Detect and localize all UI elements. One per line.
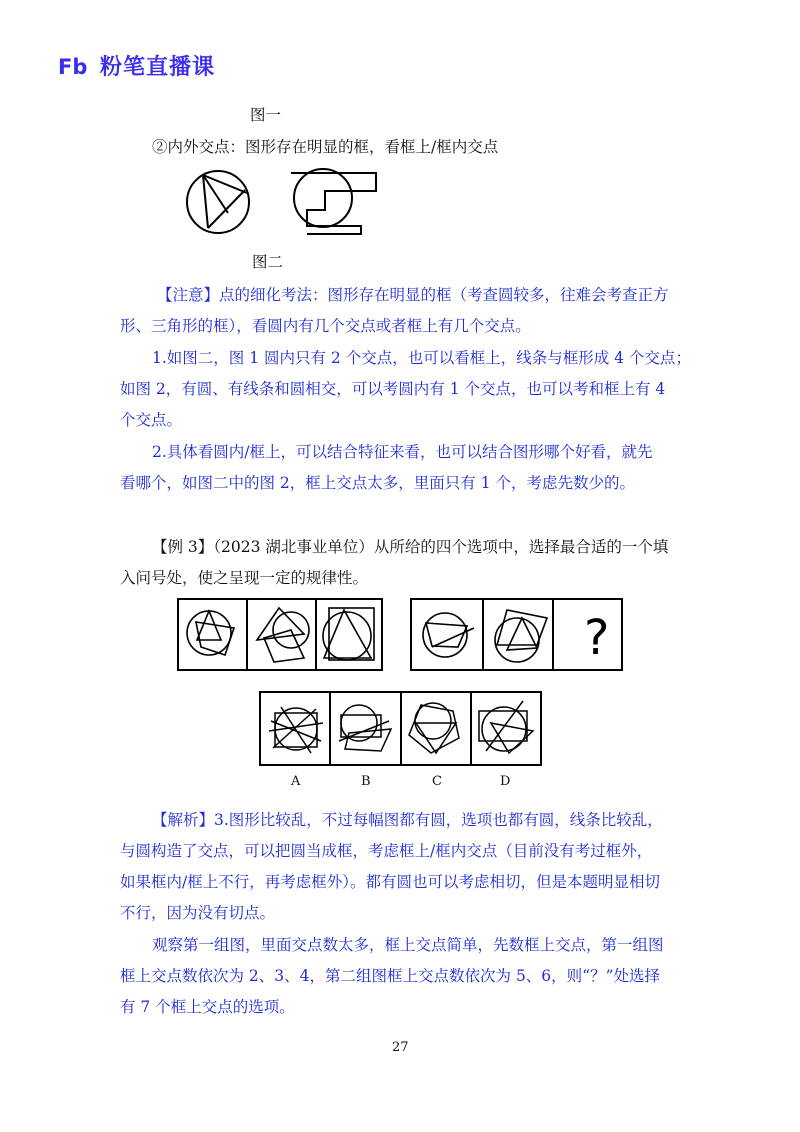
question-group-2 xyxy=(410,598,623,671)
question-figure-3 xyxy=(323,608,374,660)
brand-logo xyxy=(58,50,215,81)
question-group-1 xyxy=(177,598,383,671)
note-p2-line-2: 看哪个，如图二中的图 2，框上交点太多，里面只有 1 个，考虑先数少的。 xyxy=(120,474,636,492)
analysis-line-2: 与圆构造了交点，可以把圆当成框，考虑框上/框内交点（目前没有考过框外， xyxy=(120,842,653,860)
question-figure-4 xyxy=(423,613,474,657)
analysis-line-7: 有 7 个框上交点的选项。 xyxy=(120,998,295,1016)
option-b-figure xyxy=(339,705,391,751)
option-d-label: D xyxy=(500,774,511,789)
analysis-line-5: 观察第一组图，里面交点数太多，框上交点简单，先数框上交点，第一组图 xyxy=(152,936,664,954)
figure-2-images xyxy=(183,168,403,240)
analysis-line-3: 如果框内/框上不行，再考虑框外）。都有圆也可以考虑相切，但是本题明显相切 xyxy=(120,873,660,891)
note-p1-line-2: 如图 2，有圆、有线条和圆相交，可以考圆内有 1 个交点，也可以考和框上有 4 xyxy=(120,380,666,398)
note-line-1: 【注意】点的细化考法：图形存在明显的框（考查圆较多，往难会考查正方 xyxy=(157,286,669,304)
options-panel xyxy=(259,691,542,766)
question-figure-5 xyxy=(495,610,547,662)
figure-2-item-2 xyxy=(291,169,376,234)
example-3-line-1: 【例 3】（2023 湖北事业单位）从所给的四个选项中，选择最合适的一个填 xyxy=(152,538,669,556)
page-number: 27 xyxy=(392,1040,409,1055)
note-p1-line-1: 1.如图二，图 1 圆内只有 2 个交点，也可以看框上，线条与框形成 4 个交点； xyxy=(152,349,691,367)
svg-text:Fb: Fb xyxy=(58,54,88,78)
analysis-line-6: 框上交点数依次为 2、3、4，第二组图框上交点数依次为 5、6，则“？”处选择 xyxy=(120,967,661,985)
note-p1-line-3: 个交点。 xyxy=(120,411,183,429)
option-a-figure xyxy=(269,707,323,753)
note-p2-line-1: 2.具体看圆内/框上，可以结合特征来看，也可以结合图形哪个好看，就先 xyxy=(152,443,653,461)
option-b-label: B xyxy=(361,774,371,789)
figure-2-caption: 图二 xyxy=(252,253,284,271)
figure-1-caption: 图一 xyxy=(250,106,282,124)
point-2-text: ②内外交点：图形存在明显的框，看框上/框内交点 xyxy=(152,138,499,156)
example-3-line-2: 入问号处，使之呈现一定的规律性。 xyxy=(120,569,369,587)
question-figure-1 xyxy=(187,611,234,655)
logo-icon xyxy=(58,54,92,78)
analysis-line-1: 【解析】3.图形比较乱，不过每幅图都有圆，选项也都有圆，线条比较乱， xyxy=(152,811,663,829)
option-c-label: C xyxy=(432,774,442,789)
figure-2-item-1 xyxy=(187,171,249,233)
question-figure-2 xyxy=(257,608,309,662)
option-a-label: A xyxy=(291,774,301,789)
note-line-2: 形、三角形的框），看圆内有几个交点或者框上有几个交点。 xyxy=(120,317,531,335)
question-mark: ? xyxy=(584,610,610,666)
option-d-figure xyxy=(479,701,533,753)
analysis-line-4: 不行，因为没有切点。 xyxy=(120,904,276,922)
logo-text: 粉笔直播课 xyxy=(100,55,216,80)
option-c-figure xyxy=(409,703,459,753)
